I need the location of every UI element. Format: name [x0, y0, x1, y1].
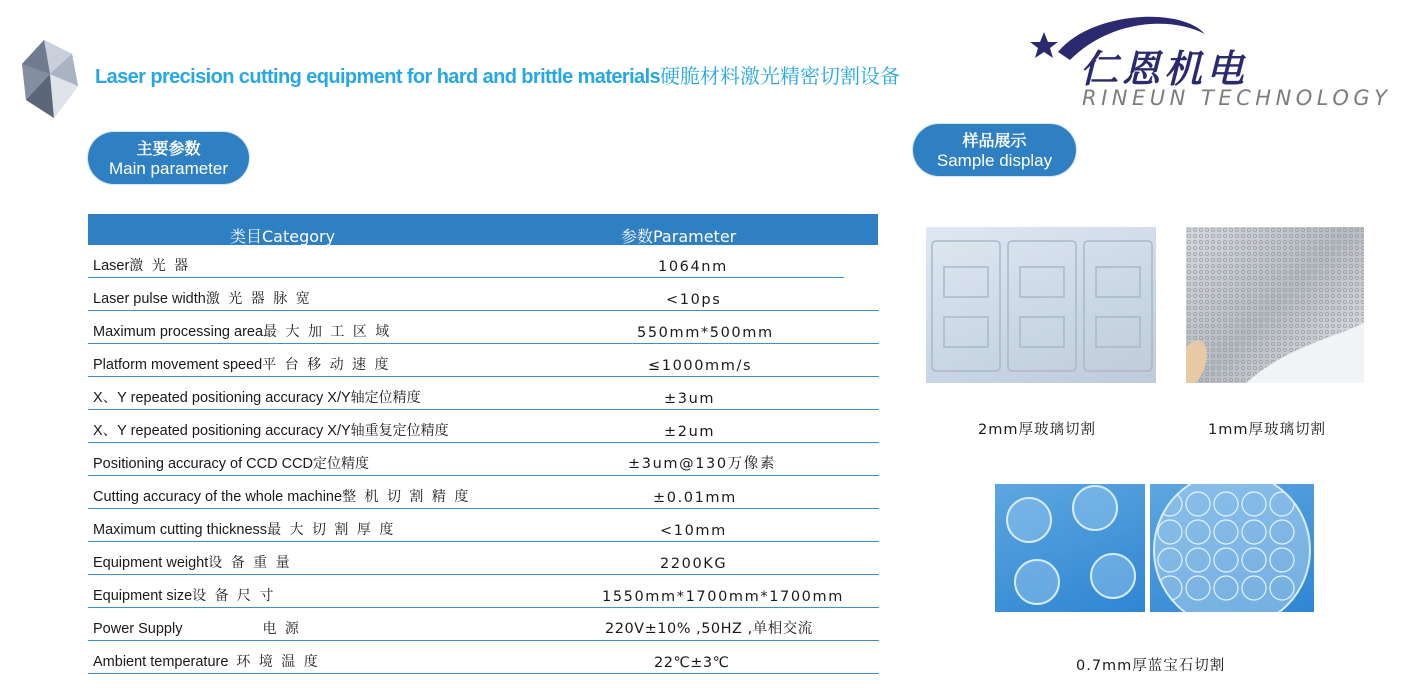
caption-sapphire: 0.7mm厚蓝宝石切割: [1076, 658, 1226, 674]
sample-display-heading-en: Sample display: [936, 151, 1053, 170]
row-value: ±3um: [664, 391, 716, 407]
page-title-cn: 硬脆材料激光精密切割设备: [660, 64, 901, 88]
row-value: 220V±10% ,50HZ ,单相交流: [605, 621, 813, 637]
main-parameter-heading: [88, 132, 249, 184]
row-value: ±2um: [664, 424, 716, 440]
table-row: [88, 311, 879, 344]
row-category: Positioning accuracy of CCD CCD定位精度: [93, 456, 369, 472]
row-category: X、Y repeated positioning accuracy X/Y轴重复定位精度: [93, 423, 449, 439]
brand-name-cn: 仁恩机电: [1080, 47, 1249, 91]
row-divider: [88, 673, 879, 674]
header-category: 类目Category: [230, 227, 336, 246]
caption-1mm-glass: 1mm厚玻璃切割: [1208, 422, 1326, 438]
table-row: [88, 377, 879, 410]
row-value: ±3um@130万像素: [628, 456, 776, 472]
row-category: Maximum processing area最 大 加 工 区 域: [93, 324, 392, 340]
row-category: Laser pulse width激 光 器 脉 宽: [93, 291, 312, 307]
row-category: Laser激 光 器: [93, 258, 191, 274]
page-title-en: Laser precision cutting equipment for hard and brittle materials: [95, 66, 661, 88]
header-parameter: 参数Parameter: [621, 227, 737, 246]
row-value: 550mm*500mm: [637, 325, 774, 341]
sapphire-wafer-icon: [1150, 484, 1314, 612]
sample-image-2mm-glass: [926, 227, 1156, 383]
row-value: ±0.01mm: [653, 490, 737, 506]
table-row: [88, 344, 879, 377]
row-value: 22℃±3℃: [654, 655, 730, 671]
page-title: [95, 60, 900, 89]
sample-image-sapphire-discs: [995, 484, 1145, 612]
row-value: <10ps: [666, 292, 722, 308]
sapphire-discs-icon: [995, 484, 1145, 612]
glass-mesh-pattern-icon: [1186, 227, 1364, 383]
sample-display-heading: [913, 124, 1076, 176]
table-row: [88, 245, 879, 278]
table-row: [88, 641, 879, 674]
sample-image-sapphire-wafer: [1150, 484, 1314, 612]
sample-image-1mm-glass: [1186, 227, 1364, 383]
table-row: [88, 608, 879, 641]
table-row: [88, 575, 879, 608]
row-category: Ambient temperature 环 境 温 度: [93, 654, 320, 670]
row-category: Platform movement speed平 台 移 动 速 度: [93, 357, 391, 373]
glass-cut-pattern-icon: [926, 227, 1156, 383]
row-category: Equipment weight设 备 重 量: [93, 555, 292, 571]
table-row: [88, 443, 879, 476]
row-category: Equipment size设 备 尺 寸: [93, 588, 276, 604]
brand-name-en: RINEUN TECHNOLOGY: [1082, 86, 1392, 110]
main-parameter-heading-en: Main parameter: [108, 159, 229, 178]
table-row: [88, 542, 879, 575]
table-row: [88, 410, 879, 443]
parameter-table-header: [88, 214, 878, 245]
table-row: [88, 509, 879, 542]
table-row: [88, 278, 879, 311]
table-row: [88, 476, 879, 509]
row-value: 2200KG: [660, 556, 728, 572]
row-value: 1550mm*1700mm*1700mm: [602, 589, 844, 605]
row-value: ≤1000mm/s: [648, 358, 753, 374]
row-category: X、Y repeated positioning accuracy X/Y轴定位精度: [93, 390, 421, 406]
sample-display-heading-cn: 样品展示: [962, 131, 1027, 150]
row-value: <10mm: [660, 523, 727, 539]
row-category: Maximum cutting thickness最 大 切 割 厚 度: [93, 522, 396, 538]
row-category: Cutting accuracy of the whole machine整 机 切 割 精 度: [93, 489, 471, 505]
row-category: Power Supply 电 源: [93, 621, 301, 637]
caption-2mm-glass: 2mm厚玻璃切割: [978, 422, 1096, 438]
crystal-logo-icon: [14, 34, 84, 124]
row-value: 1064nm: [658, 259, 728, 275]
main-parameter-heading-cn: 主要参数: [136, 139, 201, 158]
